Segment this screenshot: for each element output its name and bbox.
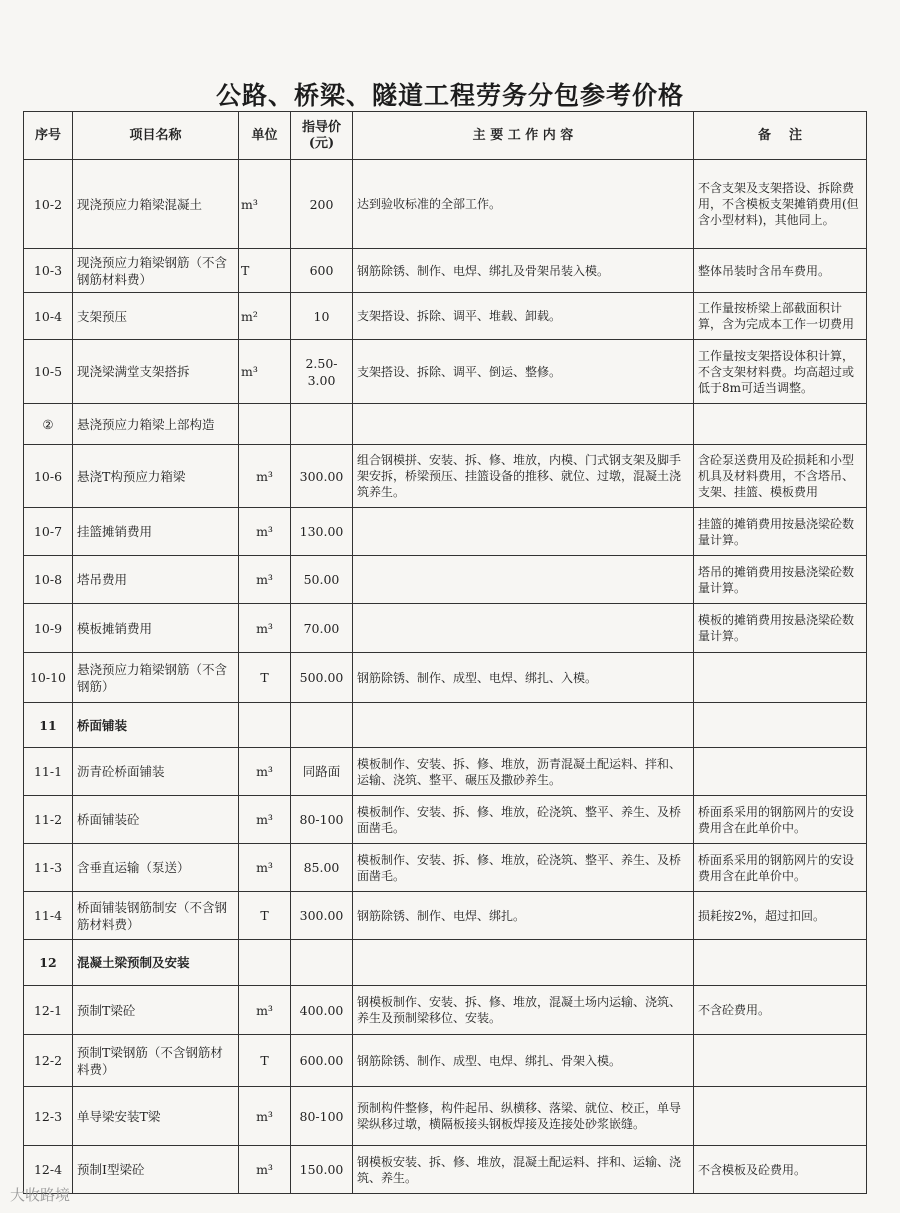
row-no: 12-3 xyxy=(24,1087,73,1146)
header-price: 指导价 (元) xyxy=(291,112,353,160)
row-no: 11-1 xyxy=(24,748,73,796)
table-row xyxy=(24,796,867,844)
header-work: 主 要 工 作 内 容 xyxy=(353,112,694,160)
row-note xyxy=(694,404,867,445)
row-unit: m³ xyxy=(239,986,291,1035)
row-no: 10-6 xyxy=(24,445,73,508)
row-no: 10-9 xyxy=(24,604,73,653)
row-note: 桥面系采用的钢筋网片的安设费用含在此单价中。 xyxy=(694,844,867,892)
row-no: 10-4 xyxy=(24,293,73,340)
row-work xyxy=(353,940,694,986)
row-price: 2.50-3.00 xyxy=(291,340,353,404)
row-name: 悬浇预应力箱梁钢筋（不含钢筋） xyxy=(73,653,239,703)
row-price: 600 xyxy=(291,249,353,293)
row-price: 300.00 xyxy=(291,892,353,940)
row-no: 11-2 xyxy=(24,796,73,844)
row-name: 桥面铺装砼 xyxy=(73,796,239,844)
row-unit: T xyxy=(239,249,291,293)
table-row xyxy=(24,1035,867,1087)
row-note xyxy=(694,1035,867,1087)
row-work xyxy=(353,604,694,653)
row-work: 钢筋除锈、制作、成型、电焊、绑扎、骨架入模。 xyxy=(353,1035,694,1087)
row-name: 预制T梁砼 xyxy=(73,986,239,1035)
row-work xyxy=(353,703,694,748)
row-unit: m³ xyxy=(239,604,291,653)
row-work: 钢筋除锈、制作、成型、电焊、绑扎、入模。 xyxy=(353,653,694,703)
row-no: 10-5 xyxy=(24,340,73,404)
row-unit: m³ xyxy=(239,1146,291,1194)
row-note xyxy=(694,940,867,986)
row-unit: T xyxy=(239,892,291,940)
row-no: 12-4 xyxy=(24,1146,73,1194)
row-name: 现浇预应力箱梁混凝土 xyxy=(73,160,239,249)
row-unit: m³ xyxy=(239,796,291,844)
row-note: 桥面系采用的钢筋网片的安设费用含在此单价中。 xyxy=(694,796,867,844)
table-row xyxy=(24,653,867,703)
row-work: 模板制作、安装、拆、修、堆放，砼浇筑、整平、养生、及桥面凿毛。 xyxy=(353,844,694,892)
row-price: 同路面 xyxy=(291,748,353,796)
row-unit: m³ xyxy=(239,844,291,892)
table-row xyxy=(24,748,867,796)
row-price: 300.00 xyxy=(291,445,353,508)
row-unit xyxy=(239,404,291,445)
row-price: 85.00 xyxy=(291,844,353,892)
row-no: ② xyxy=(24,404,73,445)
row-work: 达到验收标准的全部工作。 xyxy=(353,160,694,249)
header-unit: 单位 xyxy=(239,112,291,160)
row-note: 挂篮的摊销费用按悬浇梁砼数量计算。 xyxy=(694,508,867,556)
row-price: 80-100 xyxy=(291,1087,353,1146)
row-no: 11-3 xyxy=(24,844,73,892)
row-no: 10-8 xyxy=(24,556,73,604)
table-row xyxy=(24,160,867,249)
row-name: 挂篮摊销费用 xyxy=(73,508,239,556)
header-no: 序号 xyxy=(24,112,73,160)
row-unit: m³ xyxy=(239,445,291,508)
row-price: 50.00 xyxy=(291,556,353,604)
header-name: 项目名称 xyxy=(73,112,239,160)
table-row xyxy=(24,445,867,508)
row-no: 10-10 xyxy=(24,653,73,703)
row-note: 工作量按支架搭设体积计算，不含支架材料费。均高超过或低于8m可适当调整。 xyxy=(694,340,867,404)
row-work xyxy=(353,404,694,445)
row-price: 70.00 xyxy=(291,604,353,653)
row-no: 10-2 xyxy=(24,160,73,249)
row-price: 200 xyxy=(291,160,353,249)
row-work: 钢筋除锈、制作、电焊、绑扎。 xyxy=(353,892,694,940)
row-no: 11-4 xyxy=(24,892,73,940)
table-header-row xyxy=(24,112,867,160)
row-note: 工作量按桥梁上部截面积计算，含为完成本工作一切费用 xyxy=(694,293,867,340)
header-note: 备 注 xyxy=(694,112,867,160)
row-name: 现浇预应力箱梁钢筋（不含钢筋材料费） xyxy=(73,249,239,293)
row-work: 钢模板制作、安装、拆、修、堆放，混凝土场内运输、浇筑、养生及预制梁移位、安装。 xyxy=(353,986,694,1035)
row-no: 12-2 xyxy=(24,1035,73,1087)
page-title: 公路、桥梁、隧道工程劳务分包参考价格 xyxy=(215,81,684,110)
table-row xyxy=(24,556,867,604)
row-note: 损耗按2%，超过扣回。 xyxy=(694,892,867,940)
table-row xyxy=(24,986,867,1035)
table-row xyxy=(24,404,867,445)
table-row xyxy=(24,703,867,748)
row-note: 含砼泵送费用及砼损耗和小型机具及材料费用，不含塔吊、支架、挂篮、模板费用 xyxy=(694,445,867,508)
row-note: 不含模板及砼费用。 xyxy=(694,1146,867,1194)
row-price: 600.00 xyxy=(291,1035,353,1087)
row-note: 整体吊装时含吊车费用。 xyxy=(694,249,867,293)
row-price: 130.00 xyxy=(291,508,353,556)
row-unit: T xyxy=(239,1035,291,1087)
row-unit: m³ xyxy=(239,340,291,404)
row-price xyxy=(291,940,353,986)
table-row xyxy=(24,249,867,293)
row-name: 塔吊费用 xyxy=(73,556,239,604)
watermark: 大收路境 xyxy=(10,1186,71,1204)
row-name: 混凝土梁预制及安装 xyxy=(73,940,239,986)
row-work: 预制构件整修，构件起吊、纵横移、落梁、就位、校正，单导梁纵移过墩，横隔板接头钢板焊接及连接处砂浆嵌缝。 xyxy=(353,1087,694,1146)
row-note: 模板的摊销费用按悬浇梁砼数量计算。 xyxy=(694,604,867,653)
row-note: 不含砼费用。 xyxy=(694,986,867,1035)
row-no: 12 xyxy=(24,940,73,986)
row-no: 11 xyxy=(24,703,73,748)
row-name: 桥面铺装 xyxy=(73,703,239,748)
row-unit: m³ xyxy=(239,508,291,556)
row-note xyxy=(694,748,867,796)
table-row xyxy=(24,892,867,940)
row-note: 塔吊的摊销费用按悬浇梁砼数量计算。 xyxy=(694,556,867,604)
row-unit: m³ xyxy=(239,1087,291,1146)
table-row xyxy=(24,508,867,556)
row-work: 组合钢模拼、安装、拆、修、堆放，内模、门式钢支架及脚手架安拆，桥梁预压、挂篮设备的推移、就位、过墩，混凝土浇筑养生。 xyxy=(353,445,694,508)
row-work: 钢筋除锈、制作、电焊、绑扎及骨架吊装入模。 xyxy=(353,249,694,293)
table-row xyxy=(24,604,867,653)
row-name: 单导梁安装T梁 xyxy=(73,1087,239,1146)
table-row xyxy=(24,1087,867,1146)
row-work: 钢模板安装、拆、修、堆放，混凝土配运料、拌和、运输、浇筑、养生。 xyxy=(353,1146,694,1194)
row-note xyxy=(694,703,867,748)
row-price xyxy=(291,404,353,445)
table-row xyxy=(24,1146,867,1194)
row-unit: m³ xyxy=(239,748,291,796)
row-unit xyxy=(239,940,291,986)
row-work: 模板制作、安装、拆、修、堆放，砼浇筑、整平、养生、及桥面凿毛。 xyxy=(353,796,694,844)
row-name: 桥面铺装钢筋制安（不含钢筋材料费） xyxy=(73,892,239,940)
row-work: 支架搭设、拆除、调平、倒运、整修。 xyxy=(353,340,694,404)
row-no: 10-3 xyxy=(24,249,73,293)
row-no: 12-1 xyxy=(24,986,73,1035)
row-price: 500.00 xyxy=(291,653,353,703)
row-work: 模板制作、安装、拆、修、堆放，沥青混凝土配运料、拌和、运输、浇筑、整平、碾压及撒砂养生。 xyxy=(353,748,694,796)
row-price: 10 xyxy=(291,293,353,340)
row-no: 10-7 xyxy=(24,508,73,556)
row-note: 不含支架及支架搭设、拆除费用，不含模板支架摊销费用(但含小型材料)，其他同上。 xyxy=(694,160,867,249)
row-name: 悬浇T构预应力箱梁 xyxy=(73,445,239,508)
row-unit xyxy=(239,703,291,748)
row-name: 预制T梁钢筋（不含钢筋材料费） xyxy=(73,1035,239,1087)
row-price: 400.00 xyxy=(291,986,353,1035)
row-price: 80-100 xyxy=(291,796,353,844)
row-note xyxy=(694,1087,867,1146)
row-price xyxy=(291,703,353,748)
row-unit: m² xyxy=(239,293,291,340)
price-table xyxy=(23,111,867,1194)
row-work: 支架搭设、拆除、调平、堆载、卸载。 xyxy=(353,293,694,340)
row-name: 预制I型梁砼 xyxy=(73,1146,239,1194)
row-unit: m³ xyxy=(239,556,291,604)
row-name: 模板摊销费用 xyxy=(73,604,239,653)
row-note xyxy=(694,653,867,703)
row-name: 悬浇预应力箱梁上部构造 xyxy=(73,404,239,445)
row-name: 支架预压 xyxy=(73,293,239,340)
table-row xyxy=(24,940,867,986)
row-unit: T xyxy=(239,653,291,703)
row-work xyxy=(353,556,694,604)
row-name: 沥青砼桥面铺装 xyxy=(73,748,239,796)
row-price: 150.00 xyxy=(291,1146,353,1194)
row-work xyxy=(353,508,694,556)
row-name: 含垂直运输（泵送） xyxy=(73,844,239,892)
table-row xyxy=(24,340,867,404)
table-row xyxy=(24,844,867,892)
row-unit: m³ xyxy=(239,160,291,249)
row-name: 现浇梁满堂支架搭拆 xyxy=(73,340,239,404)
table-row xyxy=(24,293,867,340)
